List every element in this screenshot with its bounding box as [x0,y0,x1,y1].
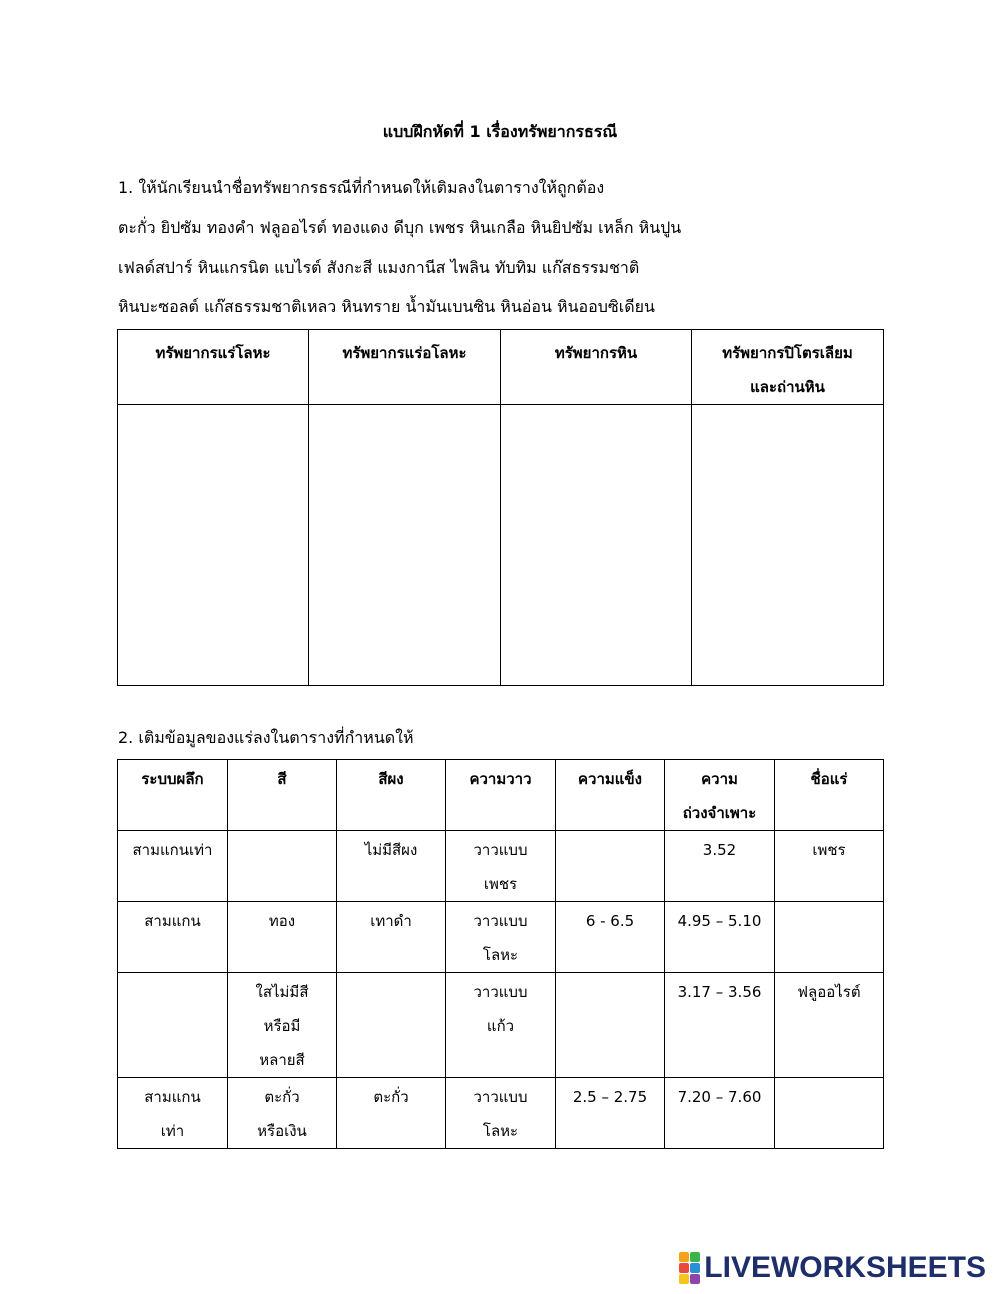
answer-cell-rocks[interactable] [501,405,692,686]
cell-luster: วาวแบบ แก้ว [446,973,556,1078]
cell-specific-gravity: 7.20 – 7.60 [665,1078,775,1149]
header-luster: ความวาว [446,760,556,831]
cell-specific-gravity: 3.17 – 3.56 [665,973,775,1078]
cell-hardness[interactable] [556,831,665,902]
worksheet-title: แบบฝึกหัดที่ 1 เรื่องทรัพยากรธรณี [382,122,618,141]
cell-color[interactable] [228,831,337,902]
resource-classification-table [117,329,884,686]
cell-color: ตะกั่ว หรือเงิน [228,1078,337,1149]
header-color: สี [228,760,337,831]
cell-streak: เทาดำ [337,902,446,973]
header-petroleum-line1: ทรัพยากรปิโตรเลียม [722,344,853,362]
cell-luster: วาวแบบ เพชร [446,831,556,902]
header-metal-minerals: ทรัพยากรแร่โลหะ [118,330,309,405]
cell-crystal-system[interactable] [118,973,228,1078]
header-streak: สีผง [337,760,446,831]
logo-blocks-icon [679,1252,700,1284]
answer-cell-petroleum[interactable] [692,405,884,686]
cell-streak: ตะกั่ว [337,1078,446,1149]
table-row [118,1078,884,1149]
cell-mineral-name[interactable] [775,902,884,973]
cell-color: ทอง [228,902,337,973]
header-sg-line2: ถ่วงจำเพาะ [682,804,757,822]
question-1-prompt: 1. ให้นักเรียนนำชื่อทรัพยากรธรณีที่กำหนดให้เติมลงในตารางให้ถูกต้อง [118,178,605,197]
table-row [118,831,884,902]
cell-crystal-system: สามแกน เท่า [118,1078,228,1149]
cell-luster: วาวแบบ โลหะ [446,902,556,973]
table-row [118,973,884,1078]
header-rocks: ทรัพยากรหิน [501,330,692,405]
answer-cell-metal[interactable] [118,405,309,686]
cell-crystal-system: สามแกน [118,902,228,973]
question-2-prompt: 2. เติมข้อมูลของแร่ลงในตารางที่กำหนดให้ [118,728,414,747]
cell-mineral-name[interactable] [775,1078,884,1149]
header-petroleum-line2: และถ่านหิน [750,378,825,396]
cell-mineral-name: ฟลูออไรต์ [775,973,884,1078]
mineral-properties-table [117,759,884,1149]
header-petroleum-coal [692,330,884,405]
table-row [118,902,884,973]
cell-crystal-system: สามแกนเท่า [118,831,228,902]
cell-streak: ไม่มีสีผง [337,831,446,902]
cell-streak[interactable] [337,973,446,1078]
cell-color: ใสไม่มีสี หรือมี หลายสี [228,973,337,1078]
header-hardness: ความแข็ง [556,760,665,831]
word-list-line: เฟลด์สปาร์ หินแกรนิต แบไรต์ สังกะสี แมงกานีส ไพลิน ทับทิม แก๊สธรรมชาติ [118,258,640,277]
header-crystal-system: ระบบผลึก [118,760,228,831]
liveworksheets-logo [679,1251,986,1285]
cell-specific-gravity: 3.52 [665,831,775,902]
cell-mineral-name: เพชร [775,831,884,902]
brand-wordmark: LIVEWORKSHEETS [704,1251,986,1284]
header-mineral-name: ชื่อแร่ [775,760,884,831]
cell-hardness: 6 - 6.5 [556,902,665,973]
cell-hardness[interactable] [556,973,665,1078]
cell-specific-gravity: 4.95 – 5.10 [665,902,775,973]
header-nonmetal-minerals: ทรัพยากรแร่อโลหะ [309,330,501,405]
header-specific-gravity [665,760,775,831]
word-list-line: ตะกั่ว ยิปซัม ทองคำ ฟลูออไรต์ ทองแดง ดีบุก เพชร หินเกลือ หินยิปซัม เหล็ก หินปูน [118,218,682,237]
answer-cell-nonmetal[interactable] [309,405,501,686]
word-list-line: หินบะซอลต์ แก๊สธรรมชาติเหลว หินทราย น้ำมันเบนซิน หินอ่อน หินออบซิเดียน [118,297,655,316]
cell-hardness: 2.5 – 2.75 [556,1078,665,1149]
header-sg-line1: ความ [701,770,738,788]
cell-luster: วาวแบบ โลหะ [446,1078,556,1149]
